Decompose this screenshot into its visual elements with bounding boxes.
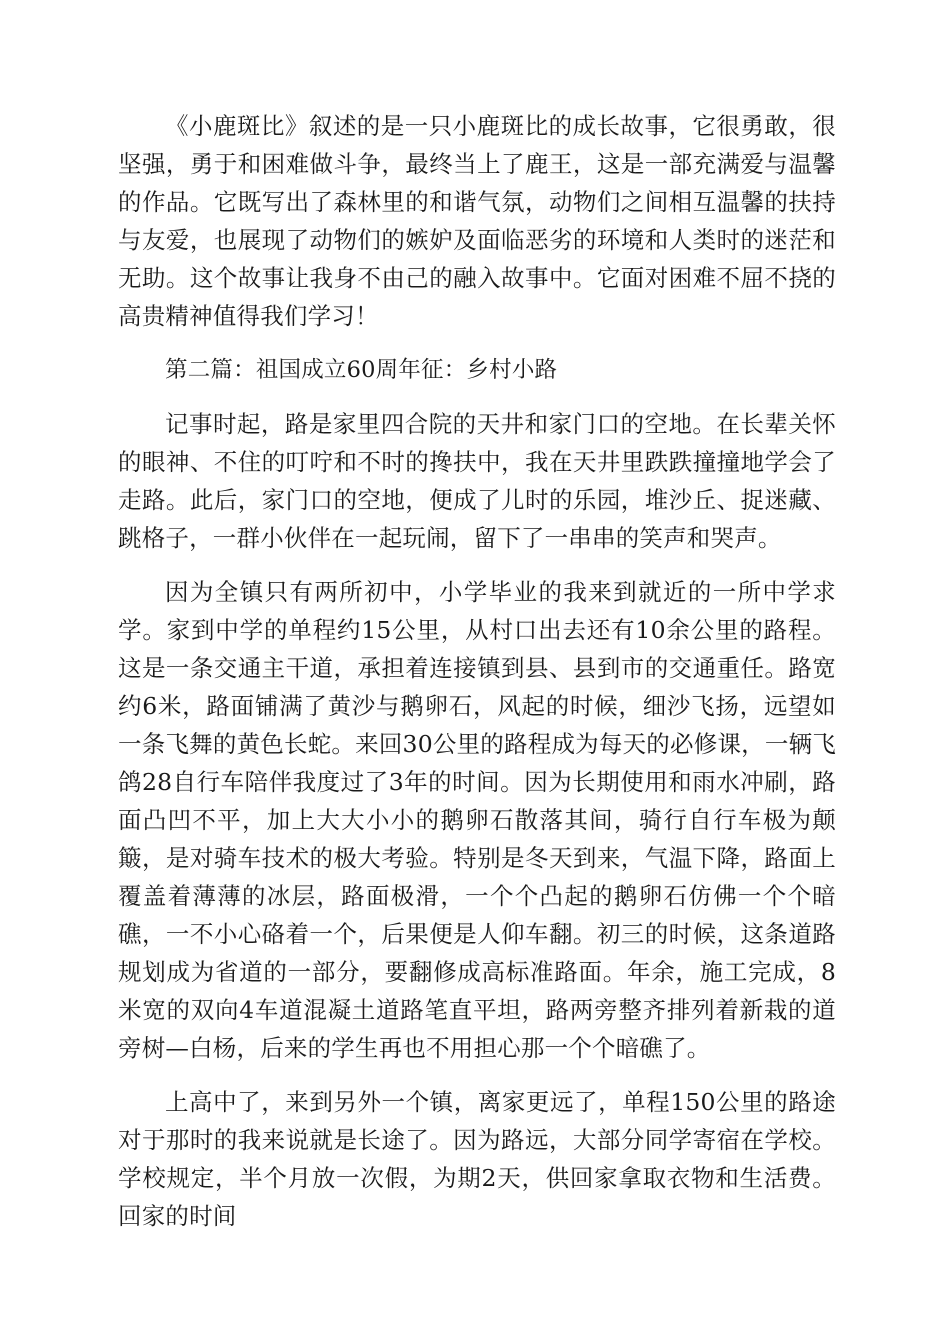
document-page <box>118 107 836 1235</box>
section-heading: 第二篇：祖国成立60周年征：乡村小路 <box>165 357 558 383</box>
paragraph-childhood-road: 记事时起，路是家里四合院的天井和家门口的空地。在长辈关怀的眼神、不住的叮咛和不时的搀扶中，我在天井里跌跌撞撞地学会了走路。此后，家门口的空地，便成了儿时的乐园，堆沙丘、捉迷藏、跳格子，一群小伙伴在一起玩闹，留下了一串串的笑声和哭声。 <box>118 410 836 552</box>
paragraph-bambi-review: 《小鹿斑比》叙述的是一只小鹿斑比的成长故事，它很勇敢，很坚强，勇于和困难做斗争，最终当上了鹿王，这是一部充满爱与温馨的作品。它既写出了森林里的和谐气氛，动物们之间相互温馨的扶持与友爱，也展现了动物们的嫉妒及面临恶劣的环境和人类时的迷茫和无助。这个故事让我身不由己的融入故事中。它面对困难不屈不挠的高贵精神值得我们学习！ <box>118 112 836 330</box>
paragraph-high-school-road: 上高中了，来到另外一个镇，离家更远了，单程150公里的路途对于那时的我来说就是长途了。因为路远，大部分同学寄宿在学校。学校规定，半个月放一次假，为期2天，供回家拿取衣物和生活费。回家的时间 <box>118 1088 836 1230</box>
paragraph-middle-school-road: 因为全镇只有两所初中，小学毕业的我来到就近的一所中学求学。家到中学的单程约15公里，从村口出去还有10余公里的路程。这是一条交通主干道，承担着连接镇到县、县到市的交通重任。路宽约6米，路面铺满了黄沙与鹅卵石，风起的时候，细沙飞扬，远望如一条飞舞的黄色长蛇。来回30公里的路程成为每天的必修课，一辆飞鸽28自行车陪伴我度过了3年的时间。因为长期使用和雨水冲刷，路面凸凹不平，加上大大小小的鹅卵石散落其间，骑行自行车极为颠簸，是对骑车技术的极大考验。特别是冬天到来，气温下降，路面上覆盖着薄薄的冰层，路面极滑，一个个凸起的鹅卵石仿佛一个个暗礁，一不小心硌着一个，后果便是人仰车翻。初三的时候，这条道路规划成为省道的一部分，要翻修成高标准路面。年余，施工完成，8米宽的双向4车道混凝土道路笔直平坦，路两旁整齐排列着新栽的道旁树—白杨，后来的学生再也不用担心那一个个暗礁了。 <box>118 578 836 1062</box>
